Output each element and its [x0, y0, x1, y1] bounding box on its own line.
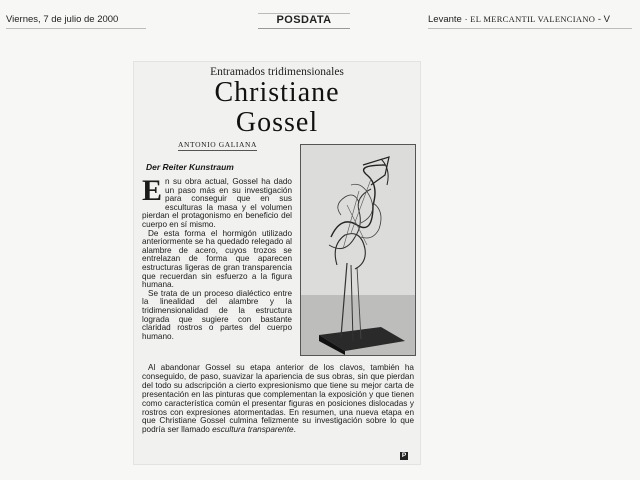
paragraph-2: De esta forma el hormigón utilizado anteriormente se ha quedado relegado al alambre de acero, cuyos trozos se entrelazan de forma que aparecen estructuras ligeras de gran transparencia que recuerdan sin esfuerzo a la figura humana. — [142, 228, 292, 290]
publication-prefix: Levante — [428, 14, 462, 25]
wire-sculpture-icon — [301, 145, 415, 355]
drop-cap: E — [142, 174, 163, 207]
article-body-column — [142, 174, 292, 341]
header-date: Viernes, 7 de julio de 2000 — [6, 14, 119, 25]
gallery-name: Der Reiter Kunstraum — [146, 162, 234, 172]
header-rule-left — [6, 28, 146, 29]
article-body-wide — [142, 364, 414, 435]
paragraph-3: Se trata de un proceso dialéctico entre la linealidad del alambre y la tridimensionalidad de la estructura lograda que sugiere con bastante claridad rostros o partes del cuerpo humano. — [142, 288, 292, 341]
article-kicker: Entramados tridimensionales — [210, 66, 344, 78]
title-line-1: Christiane — [214, 77, 340, 108]
paragraph-4: Al abandonar Gossel su etapa anterior de los clavos, también ha conseguido, de paso, suavizar la apariencia de sus obras, sin que pierdan del todo su adscripción a cierto expresionismo que tiene su mejor carta de presentación en las pinturas que complementan la exposición y que tienen como característica común el presentar figuras en posiciones dislocadas y rostros con expresiones atormentadas. En resumen, una nueva etapa en que Christiane Gossel culmina felizmente su investigación sobre lo que podría ser llamado escultura transparente. — [142, 363, 414, 435]
paragraph-1: En su obra actual, Gossel ha dado un paso más en su investigación para conseguir que en sus esculturas la masa y el volumen pierdan el protagonismo en beneficio del cuerpo en sí mismo. — [142, 174, 292, 229]
header-publication: Levante · EL MERCANTIL VALENCIANO - V — [428, 14, 610, 25]
article-clipping — [134, 62, 420, 464]
end-mark-icon: P — [401, 452, 407, 459]
header-rule-right — [428, 28, 632, 29]
wire-sculpture-photo — [300, 144, 416, 356]
page-number: - V — [597, 14, 610, 25]
header-section: POSDATA — [258, 13, 350, 29]
publication-brand: EL MERCANTIL VALENCIANO — [470, 14, 596, 24]
closing-phrase: escultura transparente — [212, 425, 294, 435]
title-line-2: Gossel — [235, 107, 319, 138]
article-byline: ANTONIO GALIANA — [178, 140, 258, 149]
article-title — [134, 78, 420, 138]
